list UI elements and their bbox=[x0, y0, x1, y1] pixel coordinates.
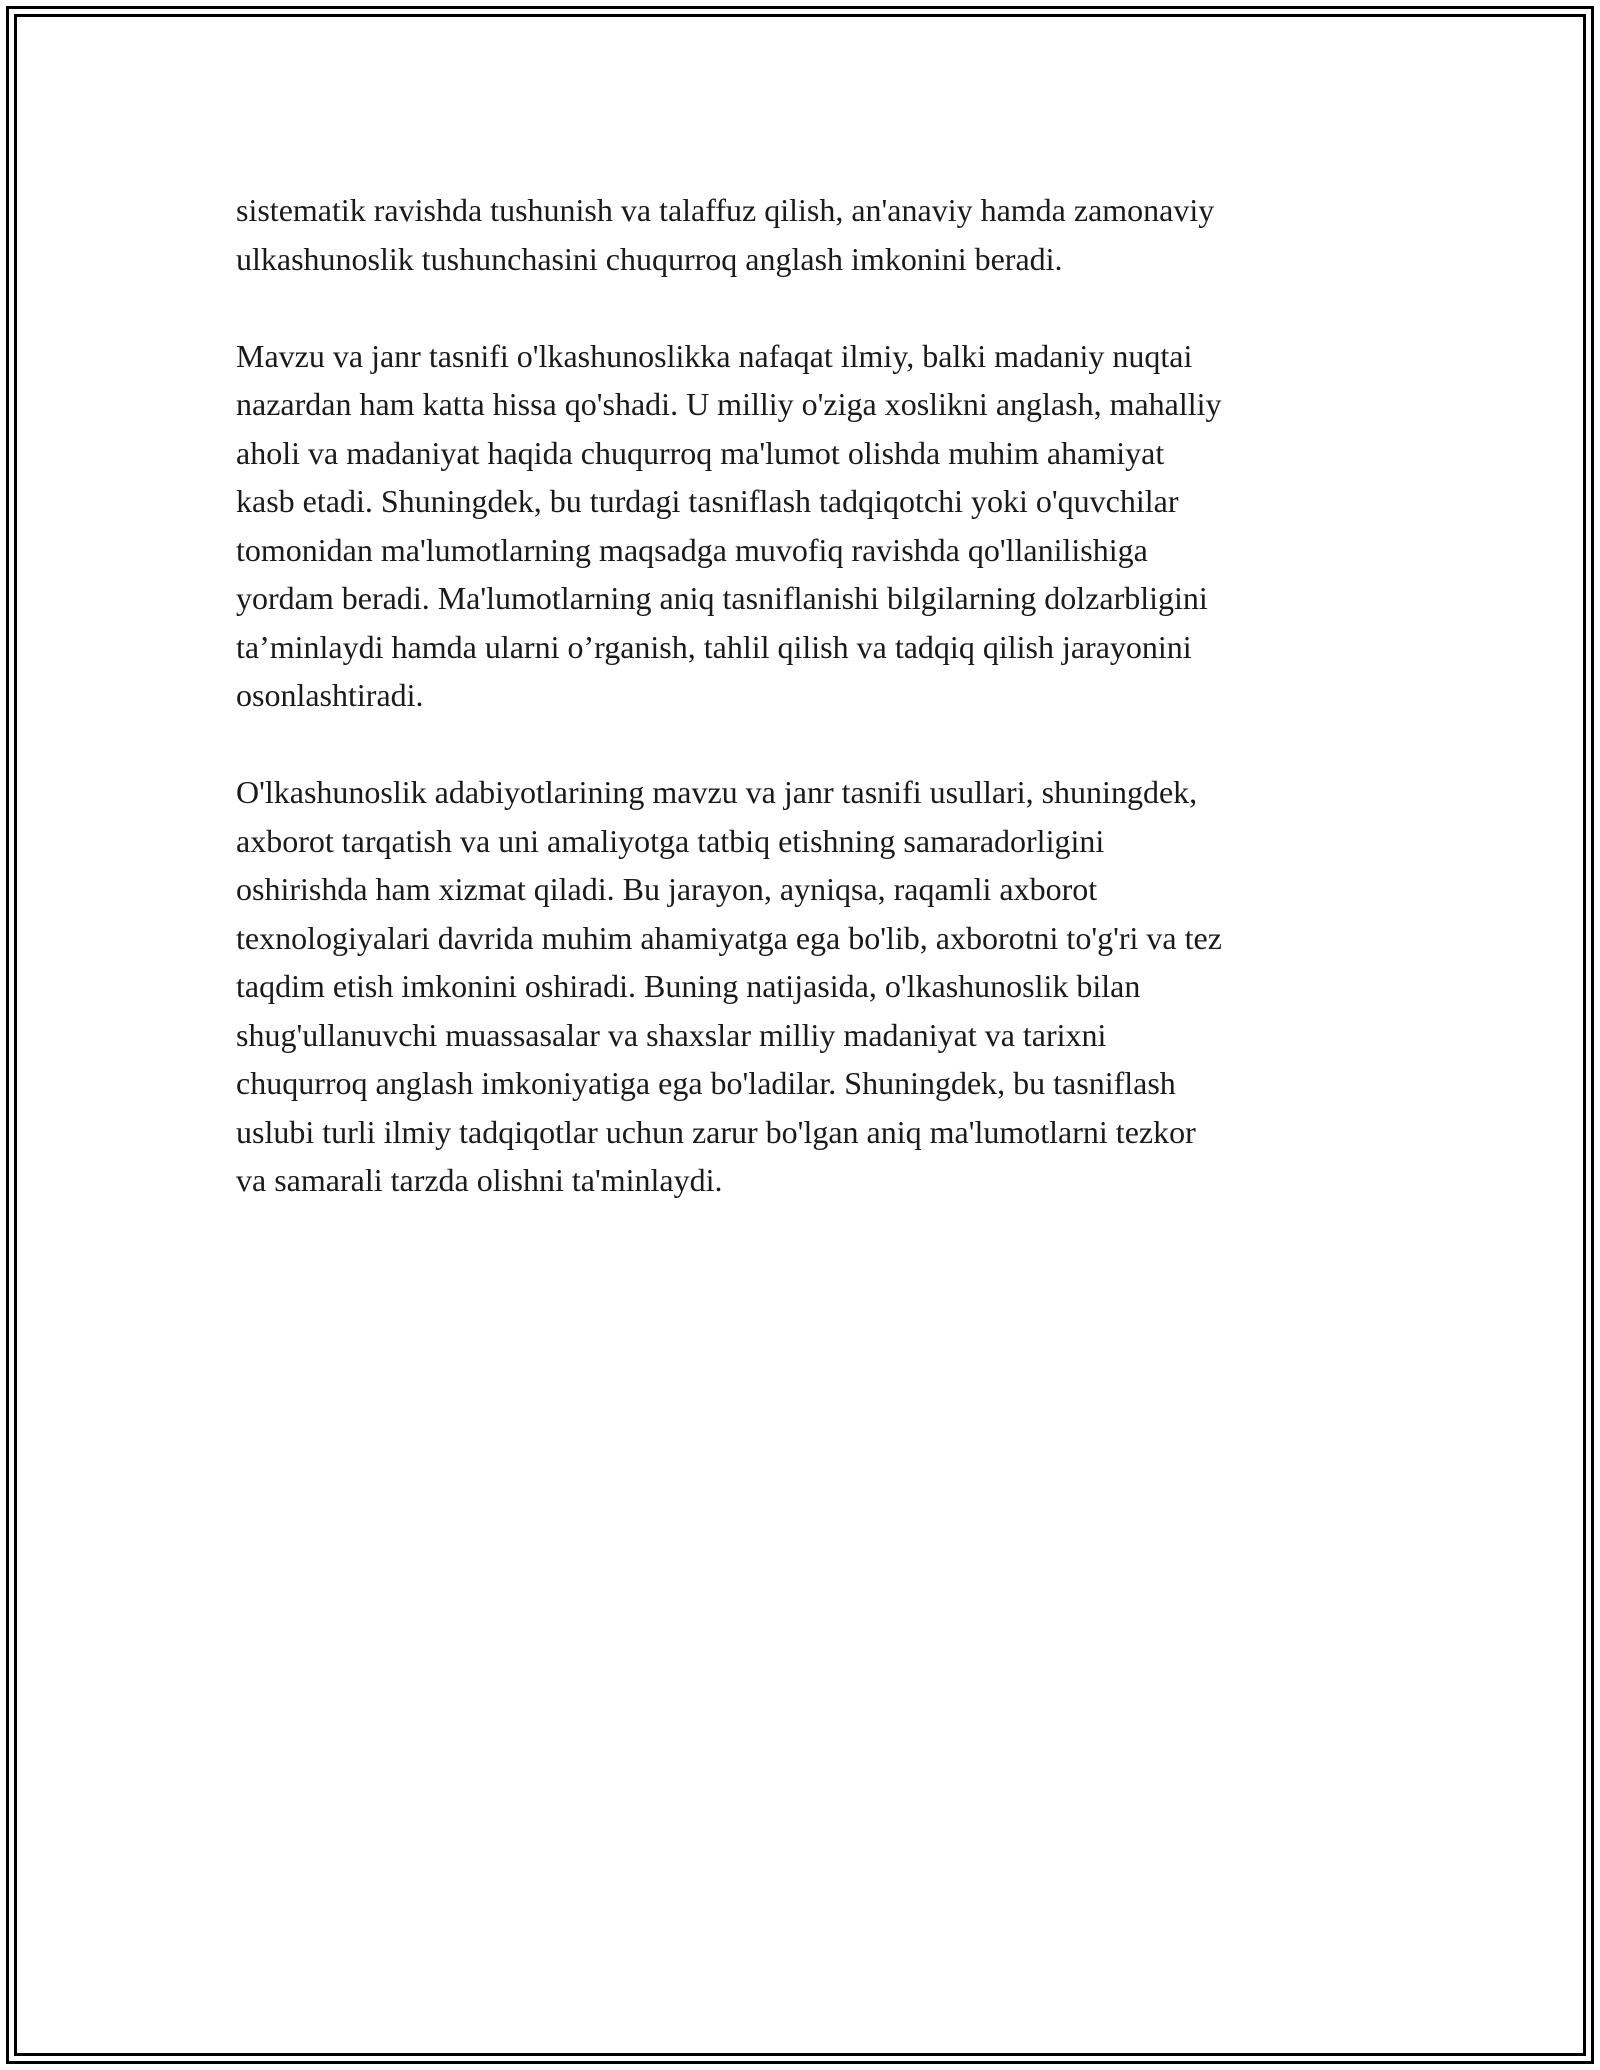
text-line: oshirishda ham xizmat qiladi. Bu jarayon, ayniqsa, raqamli axborot bbox=[236, 871, 1098, 907]
text-line: sistematik ravishda tushunish va talaffuz qilish, an'anaviy hamda zamonaviy bbox=[236, 192, 1215, 228]
paragraph-2 bbox=[236, 332, 1376, 720]
text-line: Mavzu va janr tasnifi o'lkashunoslikka nafaqat ilmiy, balki madaniy nuqtai bbox=[236, 337, 1193, 374]
text-line: taqdim etish imkonini oshiradi. Buning natijasida, o'lkashunoslik bilan bbox=[236, 968, 1141, 1004]
text-line: kasb etadi. Shuningdek, bu turdagi tasniflash tadqiqotchi yoki o'quvchilar bbox=[236, 483, 1179, 519]
text-line: va samarali tarzda olishni ta'minlaydi. bbox=[236, 1162, 723, 1198]
text-line: texnologiyalari davrida muhim ahamiyatga ega bo'lib, axborotni to'g'ri va tez bbox=[236, 919, 1222, 956]
text-line: shug'ullanuvchi muassasalar va shaxslar milliy madaniyat va tarixni bbox=[236, 1016, 1107, 1053]
text-line: osonlashtiradi. bbox=[236, 677, 424, 713]
text-line: ulkashunoslik tushunchasini chuqurroq anglash imkonini beradi. bbox=[236, 240, 1063, 277]
text-line: chuqurroq anglash imkoniyatiga ega bo'ladilar. Shuningdek, bu tasniflash bbox=[236, 1065, 1176, 1101]
text-line: aholi va madaniyat haqida chuqurroq ma'lumot olishda muhim ahamiyat bbox=[236, 434, 1165, 471]
text-line: tomonidan ma'lumotlarning maqsadga muvofiq ravishda qo'llanilishiga bbox=[236, 531, 1148, 568]
text-line: ta’minlaydi hamda ularni o’rganish, tahlil qilish va tadqiq qilish jarayonini bbox=[236, 628, 1192, 665]
document-body bbox=[236, 186, 1376, 1253]
text-line: axborot tarqatish va uni amaliyotga tatbiq etishning samaradorligini bbox=[236, 822, 1105, 859]
text-line: O'lkashunoslik adabiyotlarining mavzu va janr tasnifi usullari, shuningdek, bbox=[236, 774, 1198, 810]
paragraph-1 bbox=[236, 186, 1376, 283]
text-line: uslubi turli ilmiy tadqiqotlar uchun zarur bo'lgan aniq ma'lumotlarni tezkor bbox=[236, 1113, 1196, 1150]
text-line: yordam beradi. Ma'lumotlarning aniq tasniflanishi bilgilarning dolzarbligini bbox=[236, 580, 1208, 616]
paragraph-3 bbox=[236, 768, 1376, 1205]
text-line: nazardan ham katta hissa qo'shadi. U milliy o'ziga xoslikni anglash, mahalliy bbox=[236, 386, 1222, 422]
